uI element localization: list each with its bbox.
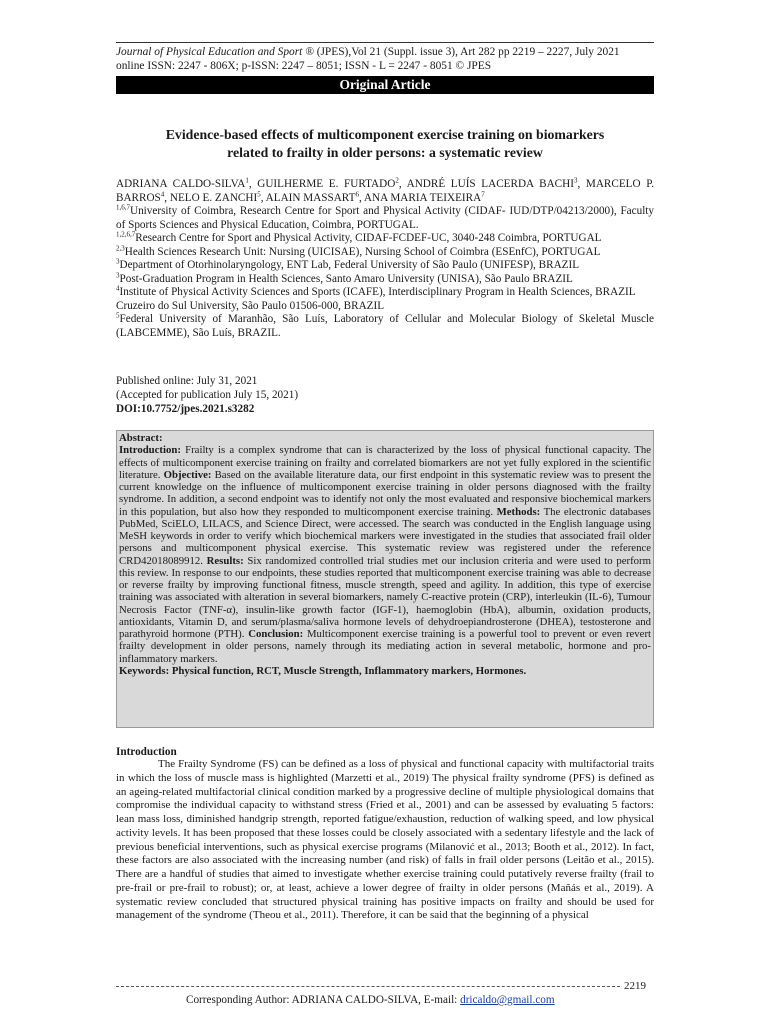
affiliation bbox=[116, 232, 654, 246]
journal-header bbox=[116, 45, 654, 73]
abstract-label: Methods: bbox=[496, 505, 541, 518]
affiliation-text: Institute of Physical Activity Sciences and Sports (ICAFE), Interdisciplinary Program in Health Sciences, BRAZIL bbox=[119, 286, 636, 298]
keywords: Keywords: Physical function, RCT, Muscle Strength, Inflammatory markers, Hormones. bbox=[119, 664, 527, 677]
abstract-heading: Abstract: bbox=[119, 432, 163, 444]
author-sup: 4 bbox=[160, 189, 165, 198]
author-sup: 7 bbox=[481, 189, 485, 198]
affiliation bbox=[116, 300, 654, 314]
abstract-label: Introduction: bbox=[119, 444, 181, 457]
author-sup: 3 bbox=[573, 176, 578, 185]
affiliation-text: Post-Graduation Program in Health Sciences, Santo Amaro University (UNISA), São Paulo BRAZIL bbox=[119, 272, 573, 285]
author-sup: 1 bbox=[245, 176, 249, 185]
corresponding-author-label: Corresponding Author: ADRIANA CALDO-SILVA, E-mail: bbox=[186, 994, 461, 1006]
affiliation bbox=[116, 313, 654, 340]
accepted-date: (Accepted for publication July 15, 2021) bbox=[116, 389, 299, 401]
abstract-label: Conclusion: bbox=[248, 628, 304, 640]
introduction-section bbox=[116, 758, 654, 923]
abstract-text: Based on the available literature data, our first endpoint in this systematic review was to present the current knowledge on the influence of multicomponent exercise training in older persons diagnosed with the frailty syndrome. In addition, a second endpoint was to identify not only the most evaluated and responsive biochemical markers in this population, but also how they responded to multicomponent exercise training. bbox=[119, 468, 651, 518]
author-list bbox=[116, 178, 654, 205]
email-link[interactable]: dricaldo@gmail.com bbox=[460, 994, 555, 1006]
header-rule bbox=[116, 42, 654, 43]
publication-info bbox=[116, 374, 654, 416]
abstract-text: Multicomponent exercise training is a powerful tool to prevent or even revert frailty development in older persons, namely through its mediating action in several metabolic, hormone and pro-inflammatory markers. bbox=[119, 628, 652, 665]
abstract-body bbox=[119, 444, 651, 665]
footer-rule bbox=[116, 986, 620, 987]
affiliation-sup: 1,2,6,7 bbox=[116, 230, 136, 239]
affiliation-text: University of Coimbra, Research Centre for Sport and Physical Activity (CIDAF- IUD/DTP/04213/2000), Faculty of Sports Sciences and Physical Education, Coimbra, PORTUGAL. bbox=[116, 205, 654, 231]
abstract-text: The electronic databases PubMed, SciELO, LILACS, and Science Direct, were accessed. The search was conducted in the English language using MeSH keywords in order to verify which biochemical markers were investigated in the studies that associated frail older persons and multicomponent physical exercise. This systematic review was registered under the reference CRD42018089912. bbox=[119, 505, 651, 567]
doi: DOI:10.7752/jpes.2021.s3282 bbox=[116, 403, 255, 415]
title-line-2: related to frailty in older persons: a systematic review bbox=[227, 145, 543, 160]
affiliation-text: Department of Otorhinolaryngology, ENT Lab, Federal University of São Paulo (UNIFESP), BRAZIL bbox=[119, 259, 580, 271]
article-type-banner: Original Article bbox=[116, 76, 654, 94]
author-name: , ANDRÉ LUÍS LACERDA BACHI bbox=[398, 178, 574, 190]
author-name: , NELO E. ZANCHI bbox=[164, 191, 258, 204]
affiliation-sup: 4 bbox=[116, 284, 120, 293]
affiliation bbox=[116, 205, 654, 232]
affiliation-sup: 1,6,7 bbox=[116, 203, 130, 212]
page-number: 2219 bbox=[624, 980, 646, 992]
author-name: , ALAIN MASSART bbox=[260, 191, 356, 204]
affiliation bbox=[116, 243, 654, 260]
abstract-text: Six randomized controlled trial studies met our inclusion criteria and were used to perform this review. In response to our endpoints, these studies reported that multicomponent exercise training was able to decrease or reverse frailty by improving functional fitness, muscle strength, speed and agility. In addition, this type of exercise training was associated with alteration in several biomarkers, namely C-reactive protein (CRP), interleukin (IL-6), Tumour Necrosis Factor (TNF-α), insulin-like growth factor (IGF-1), haemoglobin (HbA), albumin, oxidation products, antioxidants, Vitamin D, and serum/plasma/saliva hormone levels of dehydroepiandrosterone (DHEA), testosterone and parathyroid hormone (PTH). bbox=[119, 554, 651, 640]
abstract-label: Objective: bbox=[163, 468, 212, 481]
affiliation-text: Federal University of Maranhão, São Luís, Laboratory of Cellular and Molecular Biology of Skeletal Muscle (LABCEMME), São Luís, BRAZIL. bbox=[116, 313, 654, 339]
journal-name: Journal of Physical Education and Sport ® bbox=[116, 46, 314, 58]
abstract-text: Frailty is a complex syndrome that can is characterized by the loss of physical functional capacity. The effects of multicomponent exercise training on frailty and correlated biomarkers are not yet fully explored in the scientific literature. bbox=[119, 444, 651, 481]
affiliation-text: Research Centre for Sport and Physical Activity, CIDAF-FCDEF-UC, 3040-248 Coimbra, PORTUGAL bbox=[135, 232, 602, 244]
issn-line: online ISSN: 2247 - 806X; p-ISSN: 2247 – 8051; ISSN - L = 2247 - 8051 © JPES bbox=[116, 60, 492, 72]
author-name: ADRIANA CALDO-SILVA bbox=[116, 178, 246, 190]
affiliation-text: Health Sciences Research Unit: Nursing (UICISAE), Nursing School of Coimbra (ESEnfC), PORTUGAL bbox=[124, 245, 601, 258]
affiliation-sup: 3 bbox=[116, 257, 120, 266]
author-sup: 6 bbox=[355, 189, 359, 198]
abstract-box bbox=[116, 430, 654, 728]
journal-citation: (JPES),Vol 21 (Suppl. issue 3), Art 282 pp 2219 – 2227, July 2021 bbox=[313, 46, 620, 58]
author-name: , MARCELO P. BARROS bbox=[116, 178, 654, 204]
author-sup: 5 bbox=[257, 189, 261, 198]
affiliation bbox=[116, 259, 654, 273]
affiliation bbox=[116, 286, 654, 300]
published-date: Published online: July 31, 2021 bbox=[116, 375, 258, 387]
author-block bbox=[116, 178, 654, 340]
section-heading-introduction: Introduction bbox=[116, 746, 177, 758]
abstract-label: Results: bbox=[206, 554, 244, 567]
affiliation-sup: 2,3 bbox=[116, 243, 125, 252]
author-name: , ANA MARIA TEIXEIRA bbox=[358, 191, 482, 204]
article-title bbox=[116, 126, 654, 162]
affiliation-sup: 5 bbox=[116, 311, 120, 320]
introduction-paragraph: The Frailty Syndrome (FS) can be defined as a loss of physical and functional capacity with multifactorial traits in which the loss of muscle mass is highlighted (Marzetti et al., 2019) The physical frailty syndrome (PFS) is defined as an ageing-related multifactorial clinical condition marked by a progressive decline of multiple physiological domains that compromise the individual capacity to withstand stress (Fried et al., 2001) and can be assessed by evaluating 5 factors: lean mass loss, diminished handgrip strength, reported fatigue/exhaustion, reduction of walking speed, and low physical activity levels. It has been proposed that these losses could be closely associated with a sedentary lifestyle and the lack of previous beneficial interventions, such as physical exercise programs (Milanović et al., 2013; Booth et al., 2012). In fact, these factors are also associated with the increasing number (and risk) of falls in frail older persons (Leitão et al., 2015). There are a handful of studies that aimed to investigate whether exercise training could putatively reverse frailty (frail to pre-frail or pre-frail to robust); or, at least, achieve a lower degree of frailty in older persons (Mañás et al., 2019). A systematic review concluded that structured physical training has positive impacts on frailty and should be used for management of the syndrome (Theou et al., 2011). Therefore, it can be said that the beginning of a physical bbox=[116, 758, 654, 922]
author-name: , GUILHERME E. FURTADO bbox=[248, 178, 396, 190]
title-line-1: Evidence-based effects of multicomponent exercise training on biomarkers bbox=[165, 127, 605, 142]
corresponding-author bbox=[186, 994, 555, 1006]
affiliation bbox=[116, 270, 654, 287]
affiliation-text: Cruzeiro do Sul University, São Paulo 01506-000, BRAZIL bbox=[116, 299, 385, 312]
author-sup: 2 bbox=[395, 176, 399, 185]
affiliation-sup: 3 bbox=[116, 270, 120, 279]
